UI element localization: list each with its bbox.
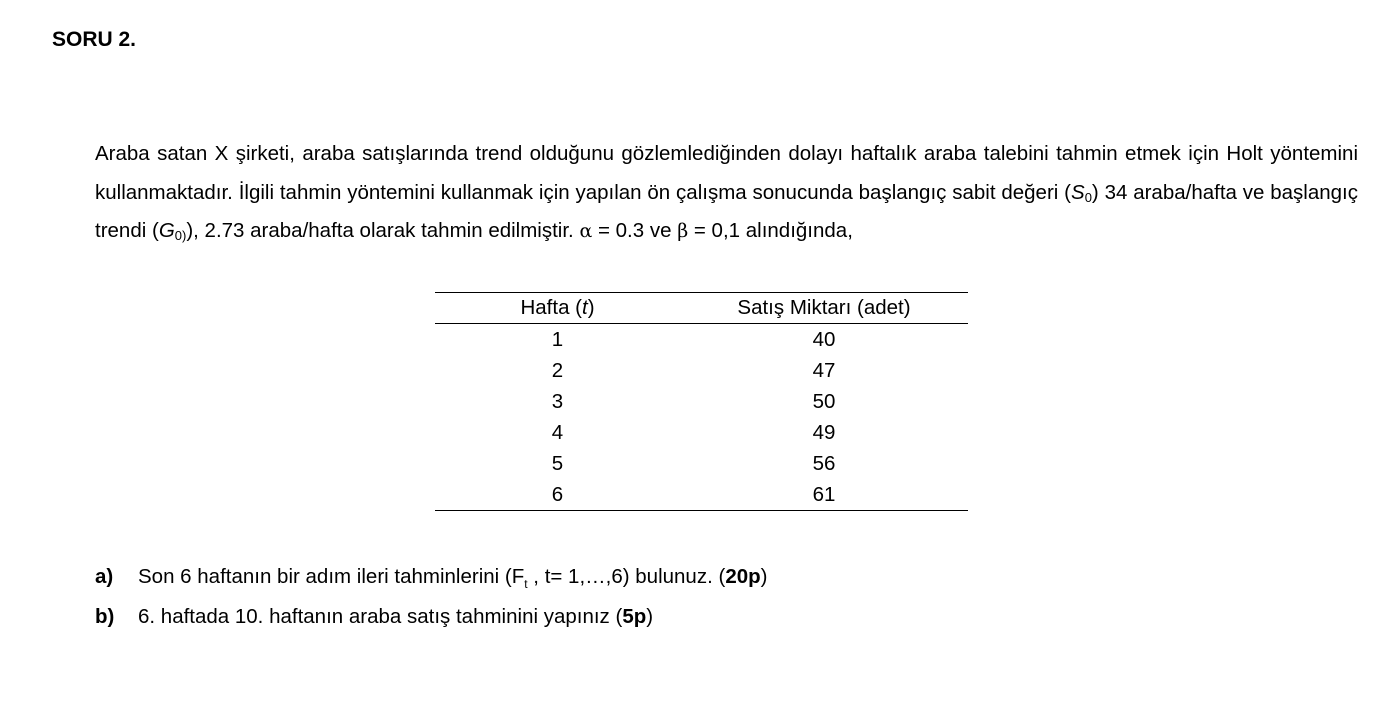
table-row	[435, 355, 968, 386]
sales-cell: 47	[812, 359, 836, 382]
question-label: b)	[95, 605, 115, 628]
question-label: a)	[95, 565, 114, 588]
question-text: Son 6 haftanın bir adım ileri tahminlerini (F	[138, 565, 525, 588]
header-week	[435, 293, 680, 324]
table-header-row	[435, 293, 968, 324]
intro-text: = 0.3 ve	[592, 219, 678, 242]
header-week-var: t	[582, 296, 588, 319]
question-title: SORU 2.	[52, 28, 137, 51]
header-week-text: Hafta (	[520, 296, 582, 319]
week-cell: 2	[551, 359, 564, 382]
table-row	[435, 386, 968, 417]
g-variable: G	[158, 219, 175, 242]
week-cell: 6	[435, 479, 680, 511]
question-points: 5p	[622, 605, 647, 628]
sales-cell: 49	[812, 421, 836, 444]
week-cell: 3	[551, 390, 564, 413]
s-subscript: 0	[1084, 189, 1092, 205]
question-points: 20p	[725, 565, 761, 588]
table-row	[435, 448, 968, 479]
sales-cell: 56	[812, 452, 836, 475]
question-text: , t= 1,…,6) bulunuz. (	[527, 565, 726, 588]
question-intro	[95, 135, 1358, 251]
sales-cell: 40	[812, 328, 836, 351]
intro-text: Araba satan X şirketi, araba satışlarında trend olduğunu gözlemlediğinden dolayı haftalık araba talebini tahmin etmek için Holt yöntemini kullanmaktadır. İlgili tahmin yöntemini kullanmak için yapılan ön çalışma sonucunda başlangıç sabit değeri (	[95, 142, 1358, 204]
sales-cell: 61	[680, 479, 968, 511]
question-a	[95, 565, 767, 591]
intro-text: ), 2.73 araba/hafta olarak tahmin edilmiştir.	[186, 219, 580, 242]
table-row	[435, 324, 968, 356]
ft-subscript: t	[524, 577, 528, 592]
question-text: )	[646, 605, 654, 628]
intro-text: = 0,1 alındığında,	[688, 219, 853, 242]
intro-text: ) 34 araba/hafta ve başlangıç trendi (	[95, 180, 1358, 242]
question-text: )	[760, 565, 768, 588]
table-row	[435, 479, 968, 511]
table-row	[435, 417, 968, 448]
week-cell: 5	[551, 452, 564, 475]
s-variable: S	[1071, 180, 1085, 204]
question-text: 6. haftada 10. haftanın araba satış tahminini yapınız (	[138, 605, 623, 628]
alpha-symbol: α	[579, 220, 593, 242]
header-week-text: )	[587, 296, 595, 319]
beta-symbol: β	[677, 220, 689, 242]
header-sales: Satış Miktarı (adet)	[680, 293, 968, 324]
question-b	[95, 605, 653, 629]
sales-cell: 50	[812, 390, 836, 413]
week-cell: 4	[551, 421, 564, 444]
g-subscript: 0)	[174, 228, 187, 243]
sales-table	[435, 292, 968, 511]
week-cell: 1	[551, 328, 564, 351]
